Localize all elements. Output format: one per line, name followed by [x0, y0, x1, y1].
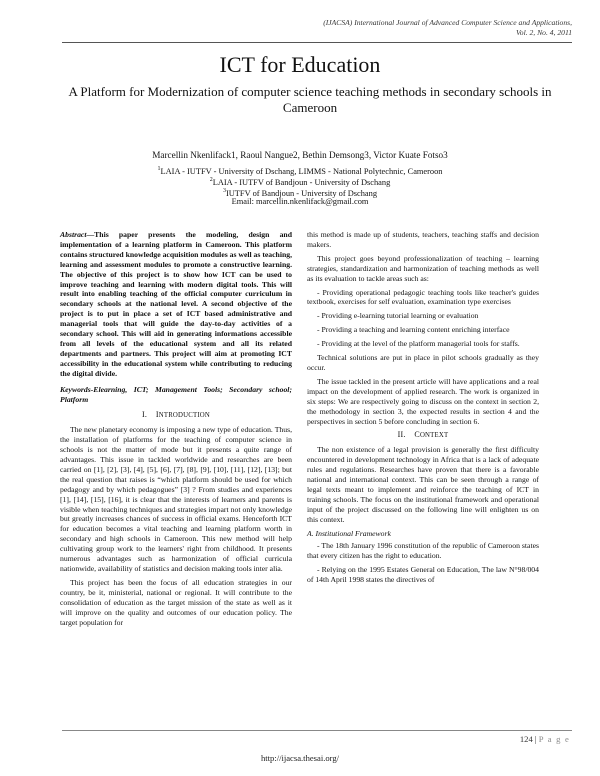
page-number — [520, 734, 570, 744]
subsection-heading: A. Institutional Framework — [307, 528, 391, 538]
intro-paragraph-5: Technical solutions are put in place in pilot schools gradually as they occur. — [307, 353, 539, 372]
intro-paragraph-2: This project has been the focus of all education strategies in our country, be it, ministerial, national or regional. It will contribute to the consolidation of education as the target mission of the state as well as it will improve on the quality and outcomes of our education policy. The target population for — [60, 577, 292, 627]
abstract — [60, 230, 292, 379]
journal-volume: Vol. 2, No. 4, 2011 — [516, 28, 572, 37]
author-list: Marcellin Nkenlifack1, Raoul Nangue2, Bethin Demsong3, Victor Kuate Fotso3 — [152, 150, 448, 160]
intro-paragraph-1: The new planetary economy is imposing a new type of education. Thus, the installation of platforms for the teaching of computer science in schools is not the matter of mode but it presents a quite range of advantages. This issue in tackled worldwide and researches are been carried on [1], [2], [3], [4], [5], [6], [7], [8], [9], [10], [11], [12], [13]; but the real question that raises is “which platform should be used for which pedagogy and by which pedagogues” [3] ? From studies and experiences [1], [14], [15], [16], it is clear that the interests of learners and parents is visible when teaching techniques and strategies impart not only knowledge but greatly increases chances of success in official exams. Henceforth ICT for education becomes a vital teaching and learning platform worth in secondary and high schools in Cameroon. This new method will help cultivating group work to the learners' right from childhood. It presents numerous advantages such as harmonization of official curricula nationwide, availability of statistics and decision making tools inter alia. — [60, 425, 292, 573]
context-item: - Relying on the 1995 Estates General on Education, The law N°98/004 of 14th April 1998 states the directives of — [307, 565, 539, 585]
journal-url: http://ijacsa.thesai.org/ — [260, 753, 340, 763]
affiliation-text: IUTFV of Bandjoun - University of Dschang — [225, 188, 378, 198]
bullet-item: - Providing a teaching and learning content enriching interface — [317, 325, 510, 335]
affiliation-text: LAIA - IUTFV - University of Dschang, LIMMS - National Polytechnic, Cameroon — [160, 166, 443, 176]
bullet-item: - Providing at the level of the platform managerial tools for staffs. — [317, 339, 520, 349]
author-email — [40, 197, 560, 207]
right-column — [307, 230, 539, 589]
keywords: Keywords-Elearning, ICT; Management Tools; Secondary school; Platform — [60, 384, 292, 404]
footer-rule — [62, 730, 572, 731]
left-column — [60, 230, 292, 631]
affiliation-text: LAIA - IUTFV of Bandjoun - University of Dschang — [212, 177, 391, 187]
context-item: - The 18th January 1996 constitution of the republic of Cameroon states that every citizen has the right to education. — [307, 541, 539, 561]
intro-paragraph-4: This project goes beyond professionalization of teaching – learning strategies, standardization and harmonization of teaching methods as well as its evaluation to tackle areas such as: — [307, 253, 539, 283]
email-text: Email: marcellin.nkenlifack@gmail.com — [231, 197, 369, 206]
affiliation-marker: 2 — [209, 177, 213, 183]
section-number: II. — [397, 430, 406, 440]
page-word: P a g e — [538, 734, 570, 744]
abstract-label: Abstract — [60, 230, 87, 239]
section-rest: NTRODUCTION — [158, 412, 211, 420]
intro-paragraph-6: The issue tackled in the present article will have applications and a real impact on the development of applied research. The work is organized in six steps: We are respectively going to discuss on the context in section 2, the methodology in section 3, the expected results in section 4 and the perspectives in section 5 before concluding in section 6. — [307, 376, 539, 426]
header-rule — [62, 42, 572, 43]
page-number-value: 124 — [519, 734, 533, 744]
abstract-text: —This paper presents the modeling, design and implementation of a learning platform in Cameroon. This platform contains structured knowledge acquisition modules as well as teaching, learning and assessment modules to promote a constructive learning. The objective of this project is to show how ICT can be used to improve teaching and learning with modern digital tools. This will result into enabling teaching of the official computer curriculum in secondary schools at the national level. A second objective of the project is to put in place a set of ICT based administrative and managerial tools that will guide the day-to-day activities of a secondary school. This will aid in generating informations accessible from all levels of the educational system and all its related departments and partners. This project will aim at promoting ICT accessibility in the educational system while contributing to reducing the digital divide. — [60, 230, 292, 378]
bullet-item: - Providing e-learning tutorial learning or evaluation — [317, 311, 479, 321]
intro-paragraph-3: this method is made up of students, teachers, teaching staffs and decision makers. — [307, 230, 539, 249]
bullet-item: - Providing operational pedagogic teaching tools like teacher's guides textbook, exercises for self evaluation, examination type exercises — [307, 287, 539, 307]
journal-name: (IJACSA) International Journal of Advanced Computer Science and Applications, — [323, 18, 572, 27]
journal-header — [212, 18, 572, 38]
affiliation-marker: 3 — [222, 188, 226, 194]
paper-title: ICT for Education — [219, 52, 381, 77]
page-separator: | — [532, 734, 539, 744]
affiliation-marker: 1 — [157, 166, 161, 172]
context-paragraph: The non existence of a legal provision is generally the first difficulty encountered in development technology in Africa that is a lack of adequate rules and regulations. Researches have proven that there is a favorable national and international context. This can be seen through a range of legal texts meant to implement and reinforce the teaching of ICT in training schools. The focus on the institutional framework and operational input of the project discussed on the following line will enlighten us on this context. — [307, 445, 539, 524]
paper-subtitle: A Platform for Modernization of computer science teaching methods in secondary schools in Cameroon — [68, 84, 552, 115]
section-rest: ONTEXT — [419, 432, 449, 440]
section-number: I. — [141, 410, 148, 420]
section-initial: C — [414, 430, 420, 440]
section-initial: I — [155, 410, 159, 420]
section-heading-introduction — [60, 410, 292, 421]
section-heading-context — [307, 430, 539, 441]
